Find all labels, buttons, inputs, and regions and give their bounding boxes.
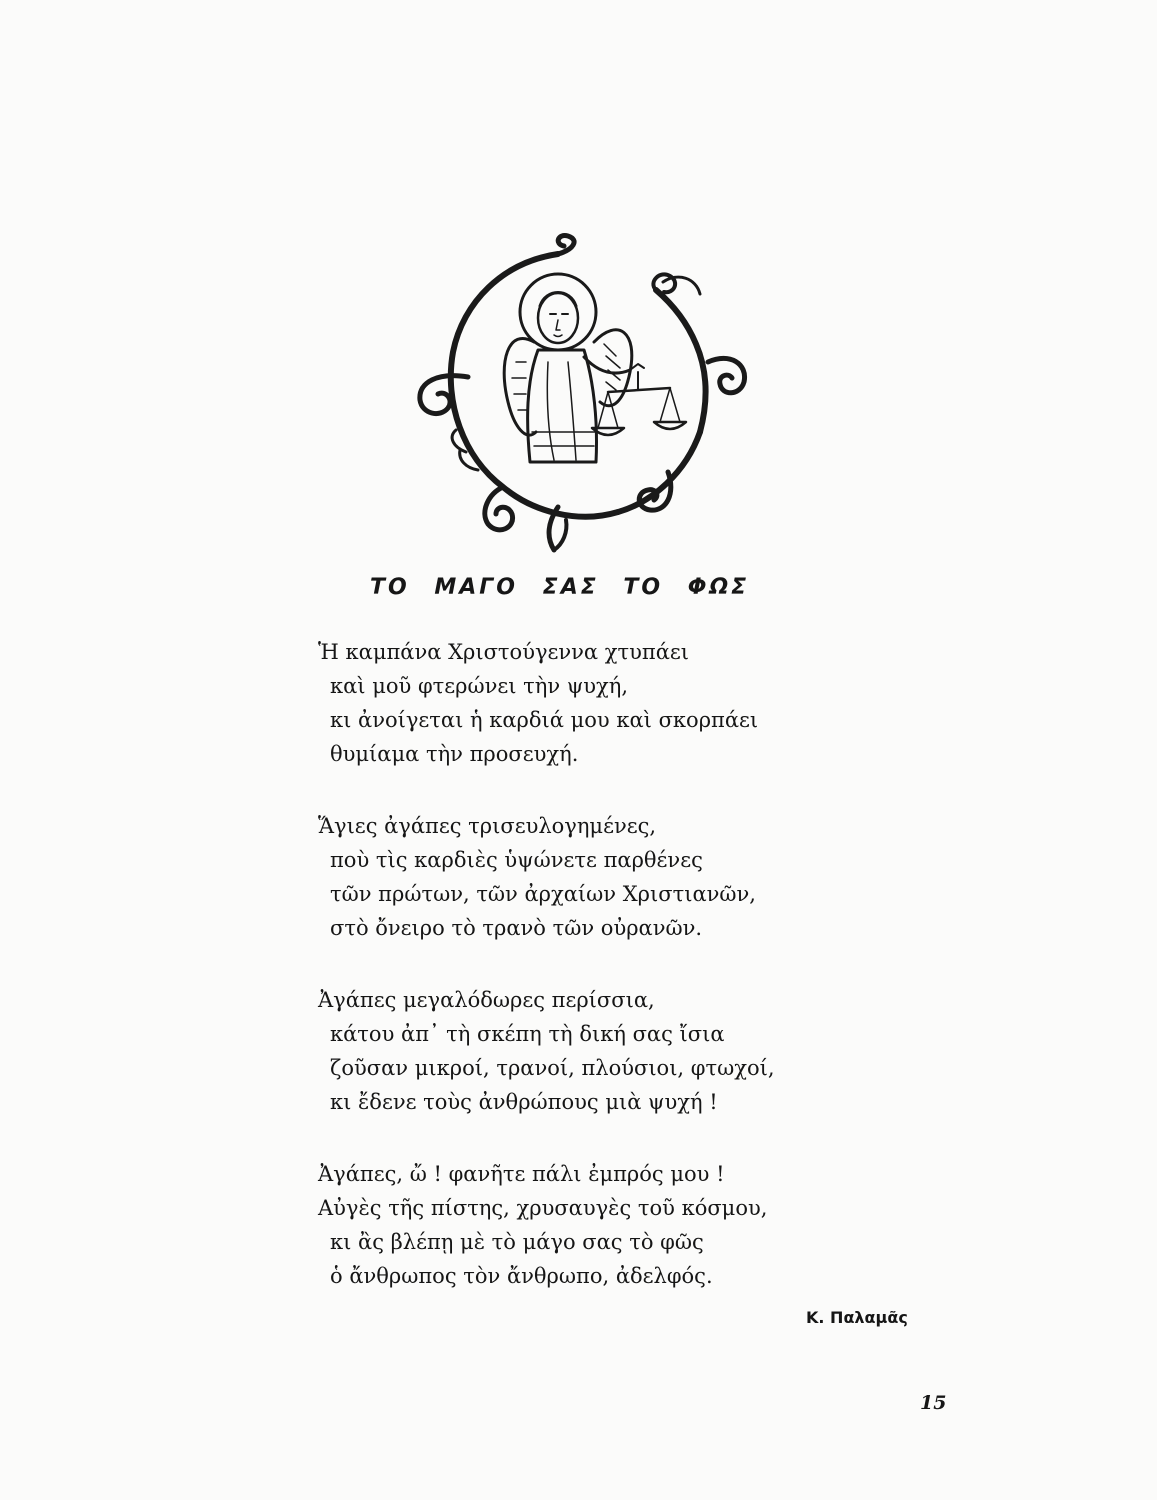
stanza-1 xyxy=(318,635,878,771)
verse-line: ποὺ τὶς καρδιὲς ὑψώνετε παρθένες xyxy=(330,848,703,872)
verse-line: Ἅγιες ἀγάπες τρισευλογημένες, xyxy=(318,814,657,838)
poem-title: ΤΟ ΜΑΓΟ ΣΑΣ ΤΟ ΦΩΣ xyxy=(370,575,750,600)
poem-author: Κ. Παλαμᾶς xyxy=(806,1308,908,1327)
verse-line: Ἡ καμπάνα Χριστούγεννα χτυπάει xyxy=(318,640,689,664)
angel-with-scales-icon xyxy=(408,232,768,562)
verse-line: καὶ μοῦ φτερώνει τὴν ψυχή, xyxy=(330,674,629,698)
verse-line: κι ἀνοίγεται ἡ καρδιά μου καὶ σκορπάει xyxy=(330,708,759,732)
verse-line: ὁ ἄνθρωπος τὸν ἄνθρωπο, ἀδελφός. xyxy=(330,1264,713,1288)
verse-line: τῶν πρώτων, τῶν ἀρχαίων Χριστιανῶν, xyxy=(330,882,756,906)
page-number: 15 xyxy=(920,1392,947,1414)
stanza-2 xyxy=(318,809,878,945)
verse-line: Αὐγὲς τῆς πίστης, χρυσαυγὲς τοῦ κόσμου, xyxy=(318,1196,768,1220)
verse-line: κάτου ἀπ᾿ τὴ σκέπη τὴ δική σας ἴσια xyxy=(330,1022,725,1046)
verse-line: Ἀγάπες μεγαλόδωρες περίσσια, xyxy=(318,988,655,1012)
verse-line: Ἀγάπες, ὤ ! φανῆτε πάλι ἐμπρός μου ! xyxy=(318,1162,725,1186)
verse-line: στὸ ὄνειρο τὸ τρανὸ τῶν οὐρανῶν. xyxy=(330,916,703,940)
verse-line: ζοῦσαν μικροί, τρανοί, πλούσιοι, φτωχοί, xyxy=(330,1056,775,1080)
verse-line: κι ἔδενε τοὺς ἀνθρώπους μιὰ ψυχή ! xyxy=(330,1090,718,1114)
verse-line: κι ἂς βλέπῃ μὲ τὸ μάγο σας τὸ φῶς xyxy=(330,1230,704,1254)
stanza-3 xyxy=(318,983,878,1119)
verse-line: θυμίαμα τὴν προσευχή. xyxy=(330,742,579,766)
stanza-4 xyxy=(318,1157,878,1293)
